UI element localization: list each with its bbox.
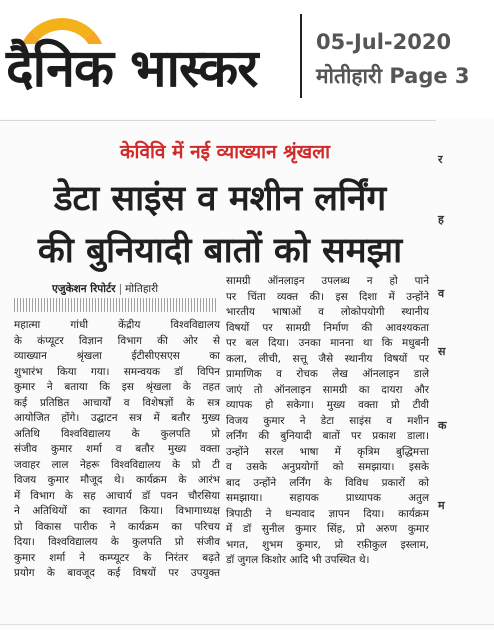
edge-fragment: ह xyxy=(438,213,444,226)
decorative-hatch xyxy=(14,298,218,312)
body-line: कला, लीची, सत्तू जैसे स्थानीय विषयों पर xyxy=(226,352,429,365)
headline-line-2: की बुनियादी बातों को समझा xyxy=(37,231,403,271)
body-line: संजीव कुमार शर्मा व बतौर मुख्य वक्ता xyxy=(14,443,220,455)
clipping-bottom-rule xyxy=(0,624,494,625)
body-line: समझाया। सहायक प्राध्यापक अतुल xyxy=(226,492,429,504)
body-line: लर्निंग की बुनियादी बातों पर प्रकाश डाला। xyxy=(226,430,429,442)
edge-fragment: र xyxy=(438,153,443,166)
body-line: अतिथि विश्वविद्यालय के कुलपति प्रो xyxy=(14,427,220,440)
edge-fragment: म xyxy=(438,499,445,512)
clipping-top-rule xyxy=(0,120,494,121)
body-line: सामग्री ऑनलाइन उपलब्ध न हो पाने xyxy=(226,275,429,287)
body-line: में विभाग के सह आचार्य डॉ पवन चौरसिया xyxy=(14,489,220,502)
headline-line-1: डेटा साइंस व मशीन लर्निंग xyxy=(53,179,387,219)
body-line: कुमार ने बताया कि इस श्रृंखला के तहत xyxy=(14,381,220,393)
byline-place: मोतिहारी xyxy=(125,283,159,295)
body-line: पर बल दिया। उनका मानना था कि मधुबनी xyxy=(226,337,429,349)
body-line: बाद उन्होंने लर्निंग के विविध प्रकारों को xyxy=(226,476,429,489)
article-kicker: केविवि में नई व्याख्यान श्रृंखला xyxy=(119,141,331,163)
body-line: दिया। विश्वविद्यालय के कुलपति प्रो संजीव xyxy=(14,536,220,548)
body-line: के कंप्यूटर विज्ञान विभाग की ओर से xyxy=(14,334,220,347)
body-line: भगत, शुभम कुमार, प्रो रफ़ीकुल इस्लाम, xyxy=(226,538,429,551)
body-line: व्यापक हो सकेगा। मुख्य वक्ता प्रो टीवी xyxy=(226,399,429,411)
body-line: विजय कुमार मौजूद थे। कार्यक्रम के आरंभ xyxy=(14,474,220,486)
body-line: डॉ जुगल किशोर आदि भी उपस्थित थे। xyxy=(226,554,370,566)
body-line: ने अतिथियों का स्वागत किया। विभागाध्यक्ष xyxy=(14,505,220,517)
body-line: प्रो विकास पारीक ने कार्यक्रम का परिचय xyxy=(14,520,220,533)
body-line: व उसके अनुप्रयोगों को समझाया। इसके xyxy=(226,461,429,473)
body-line: प्रयोग के बावजूद कई विषयों पर उपयुक्त xyxy=(14,567,220,579)
article-column-left xyxy=(14,318,220,582)
edition-date: 05-Jul-2020 xyxy=(316,30,452,54)
body-line: में डॉ सुनील कुमार सिंह, प्रो अरुण कुमार xyxy=(226,523,429,535)
body-line: शुभारंभ किया गया। समन्वयक डॉ विपिन xyxy=(14,365,220,378)
body-line: कई प्रतिष्ठित आचार्यों व विशेषज्ञों के सत्र xyxy=(14,396,220,409)
body-line: विजय कुमार ने डेटा साइंस व मशीन xyxy=(226,414,429,427)
adjacent-article-strip xyxy=(436,118,494,630)
edge-fragment: व xyxy=(438,287,445,300)
body-line: पर चिंता व्यक्त की। इस दिशा में उन्होंने xyxy=(226,290,429,303)
edge-fragment: क xyxy=(438,419,447,432)
newspaper-logo: दैनिक भास्कर xyxy=(6,39,258,99)
body-line: जवाहर लाल नेहरू विश्वविद्यालय के प्रो टी xyxy=(14,458,220,471)
edge-fragment: स xyxy=(438,345,446,358)
body-line: महात्मा गांधी केंद्रीय विश्वविद्यालय xyxy=(14,319,220,331)
edition-page: मोतीहारी Page 3 xyxy=(316,64,470,88)
article-column-right xyxy=(226,274,429,569)
body-line: भारतीय भाषाओं व लोकोपयोगी स्थानीय xyxy=(226,306,429,318)
body-line: व्याख्यान श्रृंखला ईटीसीएसएस का xyxy=(14,350,220,362)
body-line: प्रामाणिक व रोचक लेख ऑनलाइन डाले xyxy=(226,368,429,380)
body-line: त्रिपाठी ने धन्यवाद ज्ञापन दिया। कार्यक्रम xyxy=(226,507,429,520)
body-line: जाएं तो ऑनलाइन सामग्री का दायरा और xyxy=(226,383,429,396)
masthead-divider xyxy=(300,14,302,98)
masthead xyxy=(0,0,494,118)
body-line: उन्होंने सरल भाषा में कृत्रिम बुद्धिमत्ता xyxy=(226,445,429,458)
body-line: विषयों पर सामग्री निर्माण की आवश्यकता xyxy=(226,321,429,334)
byline xyxy=(52,282,158,296)
body-line: कुमार शर्मा ने कम्प्यूटर के निरंतर बढ़ते xyxy=(14,551,220,564)
byline-reporter: एजुकेशन रिपोर्टर xyxy=(52,283,116,295)
byline-separator: | xyxy=(118,283,123,295)
body-line: आयोजित होंगे। उद्घाटन सत्र में बतौर मुख्य xyxy=(14,412,220,424)
